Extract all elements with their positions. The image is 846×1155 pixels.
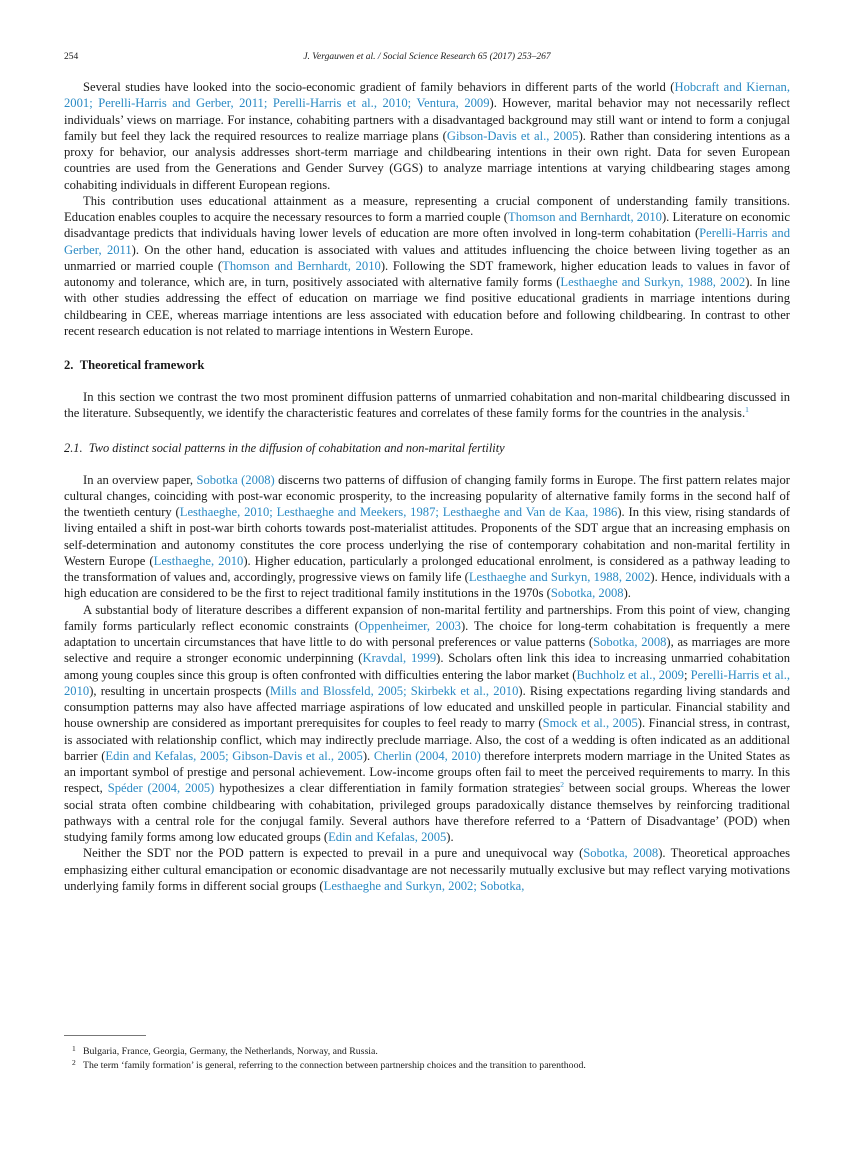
text: ; xyxy=(683,667,691,682)
text: discerns two patterns of diffusion of changing family forms in Europe. The first pattern relates major cultural changes, coinciding with post-war economic prosperity, to the increasing popularity of alternative family forms in the second half of the twentieth century ( xyxy=(64,472,790,519)
text: ). In this view, rising standards of living entailed a shift in post-war birth cohorts towards post-materialist attitudes. Proponents of the SDT argue that an increasing emphasis on self-determination and autonomy constitutes the core process underlying the rise of contemporary cohabitation and non-marital fertility in Western Europe ( xyxy=(64,505,790,568)
text: ). Hence, individuals with a high education are considered to be the first to reject traditional family institutions in the 1970s ( xyxy=(64,570,790,601)
text: ). In line with other studies addressing the effect of education on marriage we find positive educational gradients in marriage intentions during childbearing in CEE, whereas marriage intentions are less associated with education before and following childbearing. In contrast to other recent research education is not related to marriage intentions in Western Europe. xyxy=(64,275,790,338)
citation-link[interactable]: Thomson and Bernhardt, 2010 xyxy=(222,258,381,273)
section-heading: 2. Theoretical framework xyxy=(64,358,205,372)
text: Several studies have looked into the socio-economic gradient of family behaviors in different parts of the world ( xyxy=(83,80,675,94)
paragraph-2 xyxy=(64,193,790,339)
citation-link[interactable]: Lesthaeghe and Surkyn, 2002; Sobotka, xyxy=(323,878,525,893)
citation-link[interactable]: Kravdal, 1999 xyxy=(362,651,437,666)
subsection-heading: 2.1. Two distinct social patterns in the diffusion of cohabitation and non-marital fertility xyxy=(64,440,505,455)
text: ), resulting in uncertain prospects ( xyxy=(89,683,270,698)
citation-link[interactable]: Perelli-Harris and Gerber, 2011 xyxy=(64,226,790,257)
citation-link[interactable]: Lesthaeghe, 2010; Lesthaeghe and Meekers, 1987; Lesthaeghe and Van de Kaa, 1986 xyxy=(179,505,618,519)
running-header xyxy=(64,52,790,68)
citation-link[interactable]: Hobcraft and Kiernan, 2001; Perelli-Harris and Gerber, 2011; Perelli-Harris et al., 2010; Ventura, 2009 xyxy=(64,80,791,111)
citation-link[interactable]: Edin and Kefalas, 2005 xyxy=(328,830,447,844)
text: ). xyxy=(623,586,631,601)
citation-link[interactable]: Lesthaeghe and Surkyn, 1988, 2002 xyxy=(468,570,651,584)
citation-link[interactable]: Edin and Kefalas, 2005; Gibson-Davis et al., 2005 xyxy=(105,748,363,763)
paragraph-5 xyxy=(64,602,790,846)
text: In an overview paper, xyxy=(83,472,197,487)
citation-link[interactable]: Gibson-Davis et al., 2005 xyxy=(446,128,579,143)
text: ). Scholars often link this idea to increasing unmarried cohabitation among young couples since this group is often confronted with difficulties entering the labor market ( xyxy=(64,651,790,682)
text: In this section we contrast the two most prominent diffusion patterns of unmarried cohabitation and non-marital childbearing discussed in the literature. Subsequently, we identify the characteristic features and correlates of these family forms for the countries in the analysis. xyxy=(64,390,790,421)
text: This contribution uses educational attainment as a measure, representing a crucial component of understanding family transitions. Education enables couples to acquire the necessary resources to form a married couple ( xyxy=(64,193,790,224)
citation-link[interactable]: Sobotka, 2008 xyxy=(550,586,624,601)
text: ). Financial stress, in contrast, is associated with relationship conflict, which may indirectly preclude marriage. Also, the cost of a wedding is often indicated as an additional barrier ( xyxy=(64,716,790,763)
paragraph-1 xyxy=(64,79,790,193)
text: ). Rather than considering intentions as a proxy for behavior, our analysis addresses short-term marriage and childbearing intentions in their own right. Data for seven European countries are used from the Generations and Gender Survey (GGS) to analyze marriage intentions at varying childbearing stages among cohabiting individuals in different European regions. xyxy=(64,128,790,192)
citation-link[interactable]: Mills and Blossfeld, 2005; Skirbekk et al., 2010 xyxy=(269,683,519,698)
paragraph-4 xyxy=(64,472,790,602)
citation-link[interactable]: Lesthaeghe, 2010 xyxy=(153,553,244,568)
text: ). Rising expectations regarding living standards and consumption patterns may also have affected marriage aspirations of low educated and unskilled people in particular. Financial stability and house ownership are considered as important prerequisites for couples to feel ready to marry ( xyxy=(64,683,791,731)
text: ). The choice for long-term cohabitation is frequently a mere adaptation to uncertain circumstances that have little to do with personal preferences or value patterns ( xyxy=(64,618,790,649)
citation-link[interactable]: Cherlin (2004, 2010) xyxy=(373,748,481,763)
paragraph-6 xyxy=(64,845,790,894)
text: ). On the other hand, education is associated with values and attitudes influencing the choice between living together as an unmarried or married couple ( xyxy=(64,242,790,273)
text: ). Literature on economic disadvantage predicts that individuals having lower levels of education are more often involved in long-term cohabitation ( xyxy=(64,210,791,241)
text: ). xyxy=(362,748,374,763)
text: ). Higher education, particularly a prolonged educational enrolment, is considered as a pathway leading to the transformation of values and, accordingly, progressive views on family life ( xyxy=(64,553,791,584)
citation-link[interactable]: Perelli-Harris et al., 2010 xyxy=(64,667,791,698)
text: Neither the SDT nor the POD pattern is expected to prevail in a pure and unequivocal way ( xyxy=(83,846,584,861)
text: ). Theoretical approaches emphasizing either cultural emancipation or economic disadvantage are not necessarily mutually exclusive but may reflect varying motivations underlying family forms in different social groups ( xyxy=(64,846,790,893)
footnote-number: 1 xyxy=(72,1044,76,1053)
journal-citation: J. Vergauwen et al. / Social Science Research 65 (2017) 253–267 xyxy=(303,52,551,62)
citation-link[interactable]: Sobotka, 2008 xyxy=(593,635,667,649)
text: between social groups. Whereas the lower social strata often combine childbearing with cohabitation, privileged groups paradoxically distance themselves by reinforcing traditional pathways with a central role for the conjugal family. Several authors have therefore referred to a ‘Pattern of Disadvantage’ (POD) when studying family forms among low educated groups ( xyxy=(64,781,790,844)
footnote-text: The term ‘family formation’ is general, referring to the connection between partnership choices and the transition to parenthood. xyxy=(83,1060,586,1071)
footnote xyxy=(64,1059,790,1073)
body-text xyxy=(64,79,790,894)
text: therefore interprets modern marriage in the United States as an important symbol of prestige and personal achievement. Low-income groups often fail to meet the perceived requirements to marry. In this respect, xyxy=(64,748,790,796)
text: hypothesizes a clear differentiation in family formation strategies xyxy=(214,781,561,796)
footnote-text: Bulgaria, France, Georgia, Germany, the Netherlands, Norway, and Russia. xyxy=(83,1046,378,1057)
text: ). xyxy=(446,830,454,844)
footnote-marker[interactable]: 2 xyxy=(560,780,565,790)
text: A substantial body of literature describes a different expansion of non-marital fertility and partnerships. From this point of view, changing family forms particularly reflect economic constraints ( xyxy=(64,602,790,633)
citation-link[interactable]: Thomson and Bernhardt, 2010 xyxy=(508,210,662,224)
paragraph-3 xyxy=(64,389,790,422)
footnote-number: 2 xyxy=(72,1058,76,1067)
text: ). However, marital behavior may not necessarily reflect individuals’ views on marriage. For instance, cohabiting partners with a disadvantaged background may still want or intend to form a conjugal family but feel they lack the required resources to realize marriage plans ( xyxy=(64,96,790,143)
citation-link[interactable]: Buchholz et al., 2009 xyxy=(576,667,684,682)
citation-link[interactable]: Smock et al., 2005 xyxy=(542,716,638,731)
footnote-divider xyxy=(64,1035,146,1036)
citation-link[interactable]: Oppenheimer, 2003 xyxy=(358,618,461,633)
page-number: 254 xyxy=(64,52,79,62)
citation-link[interactable]: Sobotka (2008) xyxy=(196,472,275,487)
citation-link[interactable]: Lesthaeghe and Surkyn, 1988, 2002 xyxy=(560,275,746,289)
footnote-marker[interactable]: 1 xyxy=(745,405,749,415)
citation-link[interactable]: Sobotka, 2008 xyxy=(583,846,659,861)
citation-link[interactable]: Spéder (2004, 2005) xyxy=(107,781,215,796)
text: ), as marriages are more selective and require a stronger economic underpinning ( xyxy=(64,635,790,666)
footnote xyxy=(64,1045,790,1059)
footnotes xyxy=(64,1045,790,1073)
text: ). Following the SDT framework, higher education leads to values in favor of autonomy and tolerance, which are, in turn, positively associated with alternative family forms ( xyxy=(64,258,790,289)
